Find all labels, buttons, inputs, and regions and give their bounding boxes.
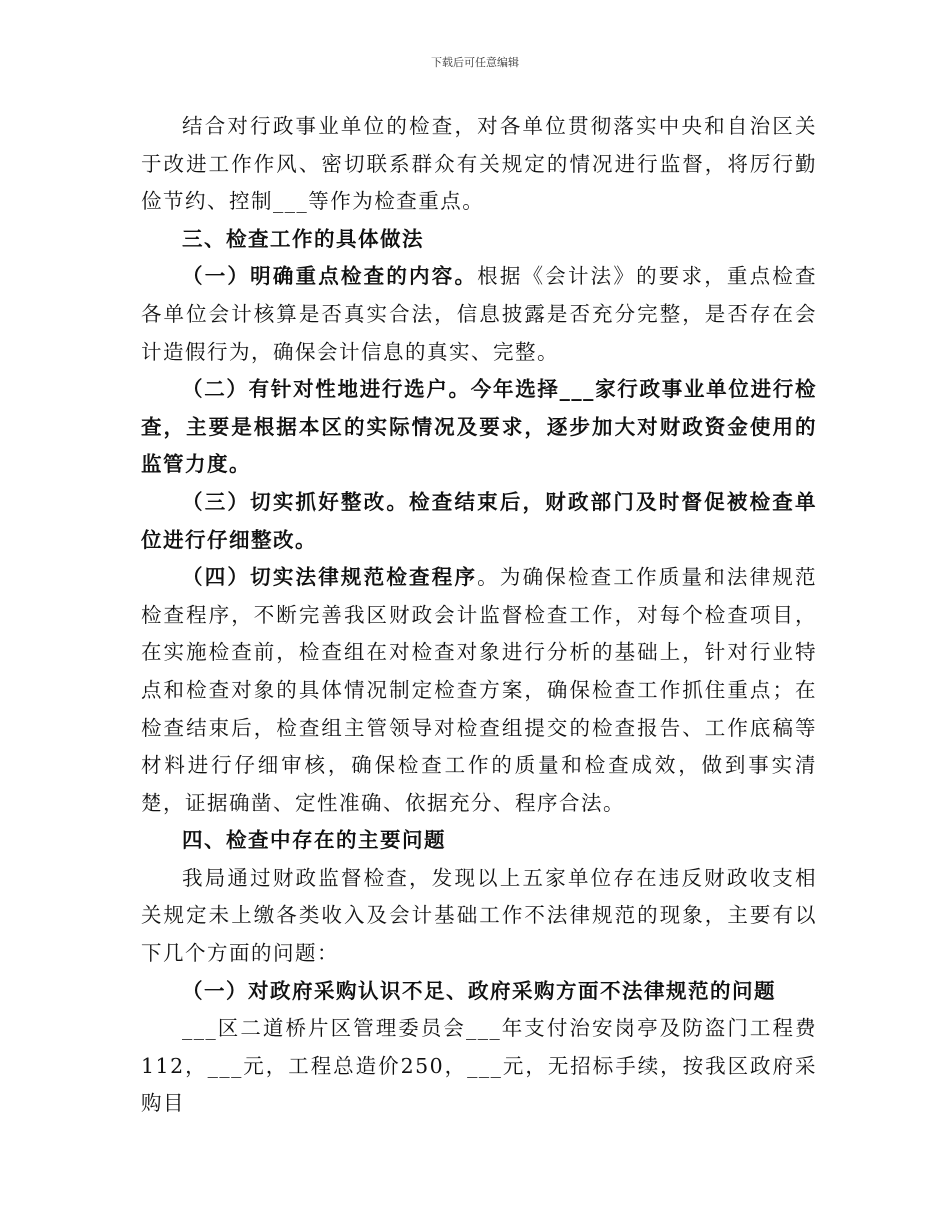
header-note: 下载后可任意编辑	[431, 56, 519, 69]
section-heading-3: 三、检查工作的具体做法	[182, 226, 424, 251]
paragraph-3-1: （一）明确重点检查的内容。根据《会计法》的要求，重点检查各单位会计核算是否真实合法，信息披露是否充分完整，是否存在会计造假行为，确保会计信息的真实、完整。	[141, 264, 818, 364]
paragraph-3-3: （三）切实抓好整改。检查结束后，财政部门及时督促被检查单位进行仔细整改。	[141, 489, 817, 552]
section-heading-4: 四、检查中存在的主要问题	[182, 828, 446, 853]
paragraph-4-1: ___区二道桥片区管理委员会___年支付治安岗亭及防盗门工程费112，___元，工程总造价250，___元，无招标手续，按我区政府采购目	[141, 1016, 817, 1116]
subheading-4-1: （一）对政府采购认识不足、政府采购方面不法律规范的问题	[182, 978, 776, 1003]
paragraph-4: 我局通过财政监督检查，发现以上五家单位存在违反财政收支相关规定未上缴各类收入及会计基础工作不法律规范的现象，主要有以下几个方面的问题：	[141, 865, 817, 966]
paragraph-1: 结合对行政事业单位的检查，对各单位贯彻落实中央和自治区关于改进工作作风、密切联系群众有关规定的情况进行监督，将厉行勤俭节约、控制___等作为检查重点。	[141, 114, 817, 214]
paragraph-3-2: （二）有针对性地进行选户。今年选择___家行政事业单位进行检查，主要是根据本区的实际情况及要求，逐步加大对财政资金使用的监管力度。	[141, 377, 817, 477]
paragraph-3-4: （四）切实法律规范检查程序。为确保检查工作质量和法律规范检查程序，不断完善我区财政会计监督检查工作，对每个检查项目，在实施检查前，检查组在对检查对象进行分析的基础上，针对行业特点和检查对象的具体情况制定检查方案，确保检查工作抓住重点；在检查结束后，检查组主管领导对检查组提交的检查报告、工作底稿等材料进行仔细审核，确保检查工作的质量和检查成效，做到事实清楚，证据确凿、定性准确、依据充分、程序合法。	[141, 565, 818, 815]
document-body	[141, 108, 817, 1123]
